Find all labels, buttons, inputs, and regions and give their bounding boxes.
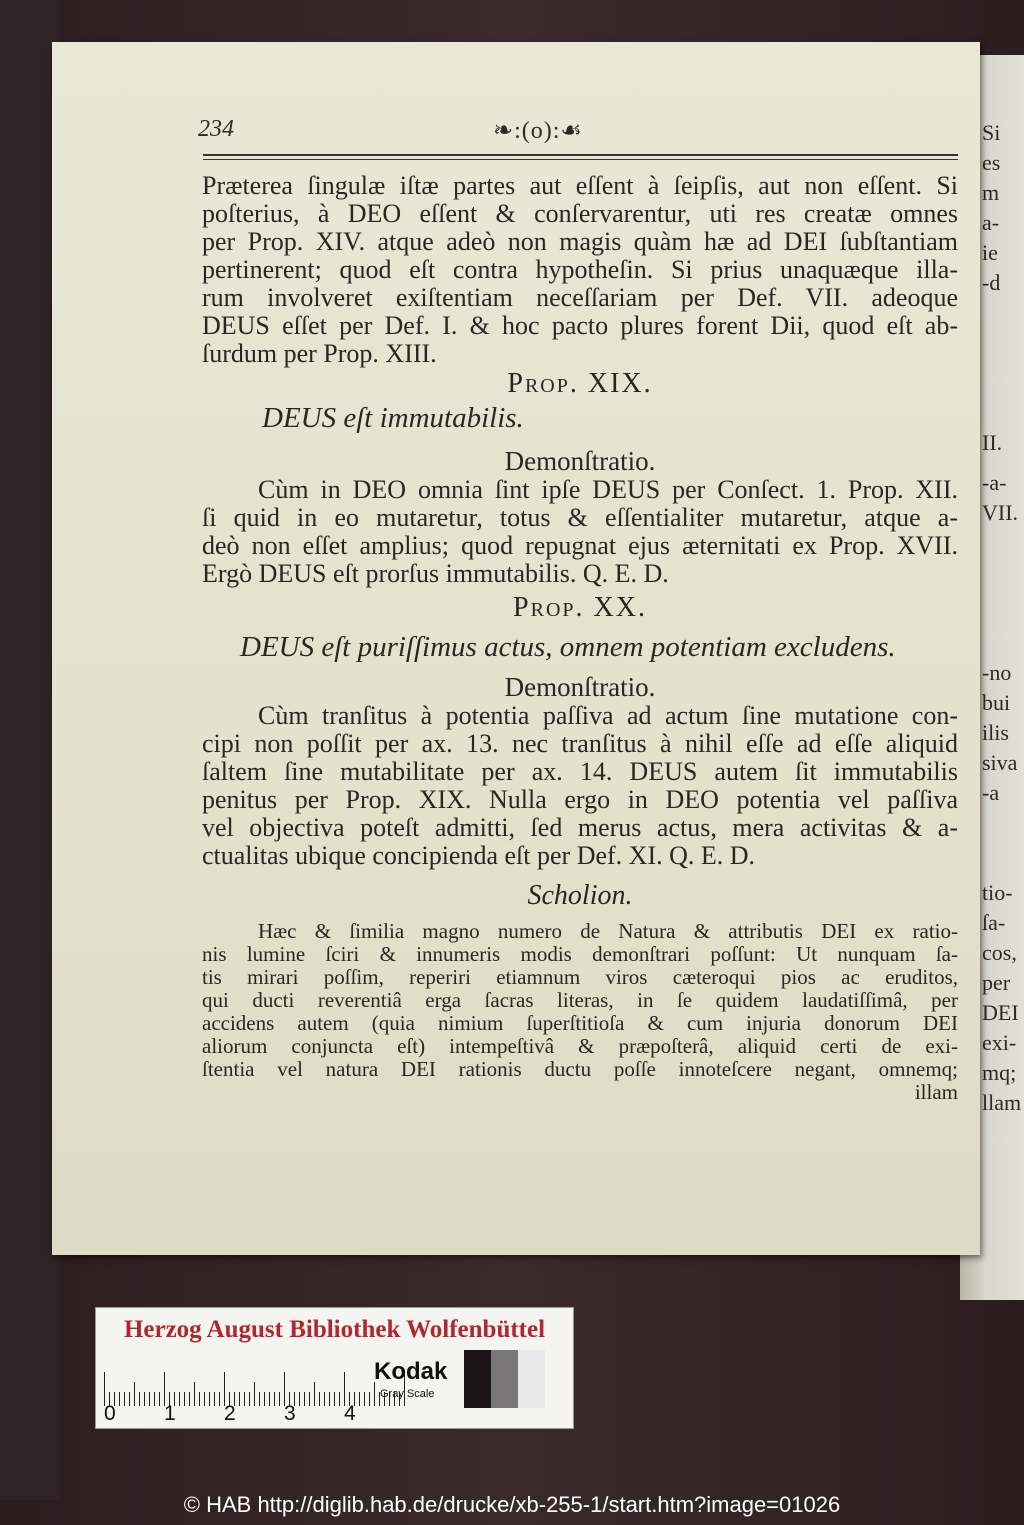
- adjacent-page-fragment: per: [982, 970, 1011, 995]
- gray-swatch-mid: [491, 1350, 518, 1408]
- ruler-tick: [339, 1392, 340, 1406]
- gray-scale-label: Gray Scale: [380, 1388, 435, 1400]
- ruler-tick: [279, 1392, 280, 1406]
- ruler-tick: [139, 1392, 140, 1406]
- ruler-tick: [324, 1392, 325, 1406]
- prop-19-demonstration-heading: Demonſtratio.: [504, 446, 656, 476]
- prop-20-demonstration-heading: Demonſtratio.: [504, 672, 656, 702]
- ruler-tick: [314, 1382, 315, 1406]
- text-line: ſaltem ſine mutabilitate per ax. 14. DEUS autem ſit immutabilis: [202, 757, 958, 786]
- ruler-tick: [104, 1372, 105, 1406]
- ruler-tick: [284, 1372, 285, 1406]
- text-line: rum involveret exiſtentiam neceſſariam per Def. VII. adeoque: [202, 283, 958, 312]
- adjacent-page-fragment: -a-: [982, 470, 1007, 495]
- adjacent-page-fragment: cos,: [982, 940, 1017, 965]
- text-line: pertinerent; quod eſt contra hypotheſin. Si prius unaquæque illa-: [202, 255, 958, 284]
- ruler-number: 0: [104, 1402, 116, 1425]
- ruler-tick: [194, 1382, 195, 1406]
- scholion-text: [202, 920, 958, 1104]
- ruler-tick: [319, 1392, 320, 1406]
- adjacent-page-fragment: tio-: [982, 880, 1013, 905]
- catchword: illam: [914, 1080, 958, 1104]
- adjacent-page-fragment: exi-: [982, 1030, 1017, 1055]
- prop-19-statement: DEUS eſt immutabilis.: [262, 402, 524, 434]
- adjacent-page-fragment: bui: [982, 690, 1011, 715]
- ruler-tick: [119, 1392, 120, 1406]
- adjacent-page-fragment: II.: [982, 430, 1003, 455]
- text-line: Hæc & ſimilia magno numero de Natura & attributis DEI ex ratio-: [258, 919, 958, 943]
- page-number: 234: [198, 116, 234, 142]
- text-line: deò non eſſet amplius; quod repugnat ejus æternitati ex Prop. XVII.: [202, 531, 958, 560]
- left-margin-shadow: [0, 0, 60, 1500]
- kodak-logo: Kodak: [374, 1358, 448, 1385]
- text-line: accidens autem (quia nimium ſuperſtitioſa & cum injuria donorum DEI: [202, 1011, 958, 1035]
- ruler-tick: [264, 1392, 265, 1406]
- ruler-tick: [144, 1392, 145, 1406]
- page-header: [148, 112, 958, 152]
- ruler-tick: [224, 1372, 225, 1406]
- text-line: ſi quid in eo mutaretur, totus & eſſentialiter mutaretur, atque a-: [202, 503, 958, 532]
- text-line: tis mirari poſſim, reperiri etiamnum viros cæteroqui pios ac eruditos,: [202, 965, 958, 989]
- ruler-tick: [154, 1392, 155, 1406]
- gray-swatch-light: [518, 1350, 545, 1408]
- adjacent-page-fragment: mq;: [982, 1060, 1017, 1085]
- ruler-tick: [179, 1392, 180, 1406]
- text-line: cipi non poſſit per ax. 13. nec tranſitus à nihil eſſe ad eſſe aliquid: [202, 729, 958, 758]
- ruler-tick: [274, 1392, 275, 1406]
- text-line: Præterea ſingulæ iſtæ partes aut eſſent à ſeipſis, aut non eſſent. Si: [202, 171, 958, 200]
- text-line: ſurdum per Prop. XIII.: [202, 339, 437, 368]
- ruler-tick: [239, 1392, 240, 1406]
- text-line: nis lumine ſciri & innumeris modis demonſtrari poſſunt: Ut nunquam ſa-: [202, 942, 958, 966]
- text-line: ctualitas ubique concipienda eſt per Def. XI. Q. E. D.: [202, 841, 756, 870]
- ruler-tick: [199, 1392, 200, 1406]
- ruler-tick: [164, 1372, 165, 1406]
- ruler-tick: [214, 1392, 215, 1406]
- ruler-tick: [344, 1372, 345, 1406]
- copyright-footer: © HAB http://diglib.hab.de/drucke/xb-255-1/start.htm?image=01026: [183, 1492, 841, 1517]
- ruler-tick: [259, 1392, 260, 1406]
- ruler-tick: [244, 1392, 245, 1406]
- header-ornament: ❧:(o):☙: [493, 118, 583, 144]
- text-line: ſtentia vel natura DEI rationis ductu poſſe innoteſcere negant, omnemq;: [202, 1057, 958, 1081]
- text-line: vel objectiva poteſt admitti, ſed merus actus, mera activitas & a-: [202, 813, 958, 842]
- ruler-tick: [159, 1392, 160, 1406]
- ruler-number: 1: [164, 1402, 176, 1425]
- ruler-number: 4: [344, 1402, 356, 1425]
- ruler-tick: [219, 1392, 220, 1406]
- ruler-tick: [299, 1392, 300, 1406]
- adjacent-page-fragment: es: [982, 150, 1001, 175]
- prop-19-demonstration: [202, 476, 958, 588]
- adjacent-page-fragment: -d: [982, 270, 1001, 295]
- ruler-tick: [124, 1392, 125, 1406]
- adjacent-page-fragment: ſa-: [982, 910, 1006, 935]
- prop-20-heading: Prop. XX.: [513, 592, 647, 623]
- adjacent-page-fragment: DEI: [982, 1000, 1019, 1025]
- paragraph-preceding: [202, 172, 958, 368]
- library-color-target: [95, 1307, 574, 1429]
- ruler-tick: [309, 1392, 310, 1406]
- adjacent-page-fragment: ie: [982, 240, 998, 265]
- text-line: poſterius, à DEO eſſent & conſervarentur, uti res creatæ omnes: [202, 199, 958, 228]
- adjacent-page-fragment: -no: [982, 660, 1012, 685]
- ruler-tick: [364, 1392, 365, 1406]
- adjacent-page-fragment: VII.: [982, 500, 1019, 525]
- ruler-tick: [134, 1382, 135, 1406]
- adjacent-page-fragment: llam: [982, 1090, 1022, 1115]
- ruler-tick: [254, 1382, 255, 1406]
- ruler-tick: [204, 1392, 205, 1406]
- ruler-tick: [334, 1392, 335, 1406]
- library-name: Herzog August Bibliothek Wolfenbüttel: [123, 1316, 546, 1343]
- ruler-number: 3: [284, 1402, 296, 1425]
- text-line: per Prop. XIV. atque adeò non magis quàm hæ ad DEI ſubſtantiam: [202, 227, 958, 256]
- ruler-tick: [329, 1392, 330, 1406]
- adjacent-page-fragment: Si: [982, 120, 1001, 145]
- ruler-tick: [359, 1392, 360, 1406]
- ruler-number: 2: [224, 1402, 236, 1425]
- adjacent-page-fragment: a-: [982, 210, 1000, 235]
- ruler-tick: [129, 1392, 130, 1406]
- text-line: aliorum conjuncta eſt) intempeſtivâ & præpoſterâ, aliquid certi de exi-: [202, 1034, 958, 1058]
- ruler-tick: [304, 1392, 305, 1406]
- ruler-tick: [184, 1392, 185, 1406]
- prop-19-heading: Prop. XIX.: [507, 368, 653, 399]
- prop-20-statement: DEUS eſt puriſſimus actus, omnem potentiam excludens.: [240, 631, 896, 663]
- text-line: Cùm tranſitus à potentia paſſiva ad actum ſine mutatione con-: [258, 701, 958, 730]
- ruler-tick: [369, 1392, 370, 1406]
- header-rule: [203, 154, 958, 160]
- scholion-heading: Scholion.: [527, 880, 633, 911]
- ruler-tick: [189, 1392, 190, 1406]
- ruler-tick: [249, 1392, 250, 1406]
- adjacent-page-fragment: siva: [982, 750, 1018, 775]
- text-line: qui ducti reverentiâ erga ſacras literas, in ſe quidem laudatiſſimâ, per: [202, 988, 958, 1012]
- ruler-tick: [209, 1392, 210, 1406]
- gray-swatch-black: [464, 1350, 491, 1408]
- adjacent-page-fragment: m: [982, 180, 1000, 205]
- ruler-tick: [269, 1392, 270, 1406]
- text-line: Cùm in DEO omnia ſint ipſe DEUS per Conſect. 1. Prop. XII.: [258, 475, 958, 504]
- text-line: Ergò DEUS eſt prorſus immutabilis. Q. E. D.: [202, 559, 669, 588]
- adjacent-page-fragment: ilis: [982, 720, 1009, 745]
- text-line: penitus per Prop. XIX. Nulla ergo in DEO potentia vel paſſiva: [202, 785, 958, 814]
- adjacent-page-fragment: -a: [982, 780, 1000, 805]
- text-line: DEUS eſſet per Def. I. & hoc pacto plures forent Dii, quod eſt ab-: [202, 311, 958, 340]
- ruler-tick: [149, 1392, 150, 1406]
- prop-20-demonstration: [202, 702, 958, 870]
